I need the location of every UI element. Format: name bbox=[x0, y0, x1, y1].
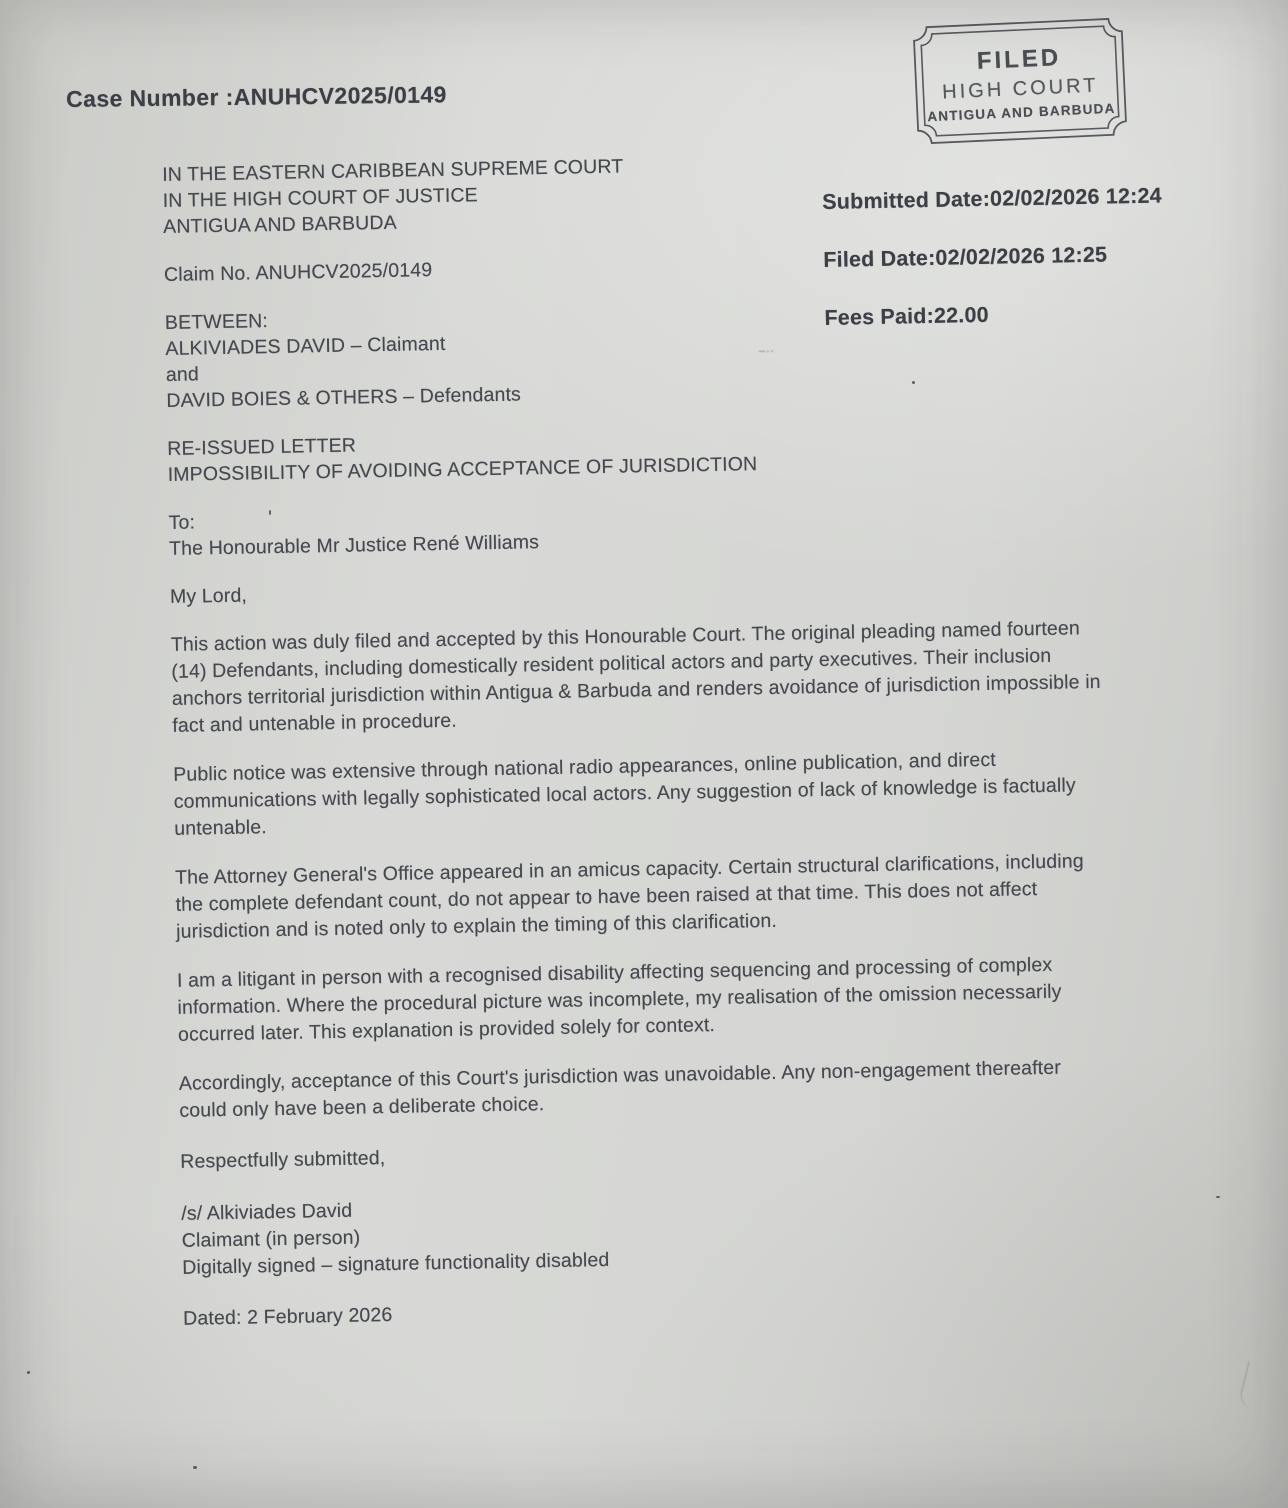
paper-speck bbox=[193, 1466, 197, 1469]
subject-line: IMPOSSIBILITY OF AVOIDING ACCEPTANCE OF JURISDICTION bbox=[167, 453, 758, 486]
paper-speck bbox=[1216, 1196, 1220, 1198]
paragraph: The Attorney General's Office appeared in an amicus capacity. Certain structural clarifications, including the complete defendant count, do not appear to have been raised at that time. This does not affect jurisdiction and is noted only to explain the timing of this clarification. bbox=[174, 850, 1084, 943]
to-name: The Honourable Mr Justice René Williams bbox=[168, 531, 540, 560]
submitted-date: Submitted Date:02/02/2026 12:24 bbox=[822, 183, 1163, 214]
paragraph: Accordingly, acceptance of this Court's jurisdiction was unavoidable. Any non-engagement thereafter could only have been a deliberate choice. bbox=[178, 1056, 1062, 1122]
subject-block bbox=[167, 419, 1100, 488]
filed-stamp bbox=[910, 15, 1129, 147]
stamp-court-label: HIGH COURT bbox=[941, 74, 1099, 104]
court-header bbox=[162, 145, 1095, 240]
defendants-line: DAVID BOIES & OTHERS – Defendants bbox=[166, 383, 522, 412]
claim-number: Claim No. ANUHCV2025/0149 bbox=[163, 259, 433, 286]
claimant-line: ALKIVIADES DAVID – Claimant bbox=[165, 332, 446, 360]
stamp-country-label: ANTIGUA AND BARBUDA bbox=[927, 100, 1116, 125]
paper-crease bbox=[1238, 1361, 1264, 1409]
signature-line: Claimant (in person) bbox=[181, 1226, 361, 1252]
case-number: Case Number :ANUHCV2025/0149 bbox=[66, 81, 447, 112]
court-line: ANTIGUA AND BARBUDA bbox=[162, 211, 398, 238]
signature-block bbox=[181, 1184, 1114, 1282]
dated-line: Dated: 2 February 2026 bbox=[183, 1303, 393, 1330]
paragraph: Public notice was extensive through national radio appearances, online publication, and direct communications with legally sophisticated local actors. Any suggestion of lack of knowledge is factually untenable. bbox=[173, 748, 1077, 840]
between-label: BETWEEN: bbox=[164, 310, 269, 334]
filed-date: Filed Date:02/02/2026 12:25 bbox=[823, 242, 1108, 272]
paper-speck bbox=[27, 1371, 30, 1374]
closing: Respectfully submitted, bbox=[180, 1147, 386, 1173]
and-label: and bbox=[165, 363, 200, 386]
signature-line: /s/ Alkiviades David bbox=[181, 1199, 353, 1225]
scan-smudge: ~·· bbox=[757, 342, 775, 359]
court-line: IN THE EASTERN CARIBBEAN SUPREME COURT bbox=[162, 155, 624, 186]
subject-line: RE-ISSUED LETTER bbox=[167, 434, 357, 460]
letter-body bbox=[162, 145, 1115, 1332]
parties-block bbox=[165, 293, 1099, 414]
addressee-block bbox=[168, 493, 1101, 562]
paragraph: This action was duly filed and accepted by this Honourable Court. The original pleading named fourteen (14) Defendants, including domestically resident political actors and party executives. Their inclusion anchors territorial jurisdiction within Antigua & Barbuda and renders avoidance of jurisdiction impossible in fact and untenable in procedure. bbox=[170, 617, 1101, 737]
signature-line: Digitally signed – signature functionality disabled bbox=[182, 1248, 610, 1279]
fees-paid: Fees Paid:22.00 bbox=[824, 302, 990, 330]
court-line: IN THE HIGH COURT OF JUSTICE bbox=[162, 184, 479, 212]
stamp-filed-label: FILED bbox=[976, 44, 1062, 75]
salutation: My Lord, bbox=[169, 584, 248, 608]
paragraph: I am a litigant in person with a recognised disability affecting sequencing and processing of complex information. Where the procedural picture was incomplete, my realisation of the omission necessarily occurred later. This explanation is provided solely for context. bbox=[176, 953, 1062, 1046]
to-label: To: bbox=[168, 511, 196, 534]
